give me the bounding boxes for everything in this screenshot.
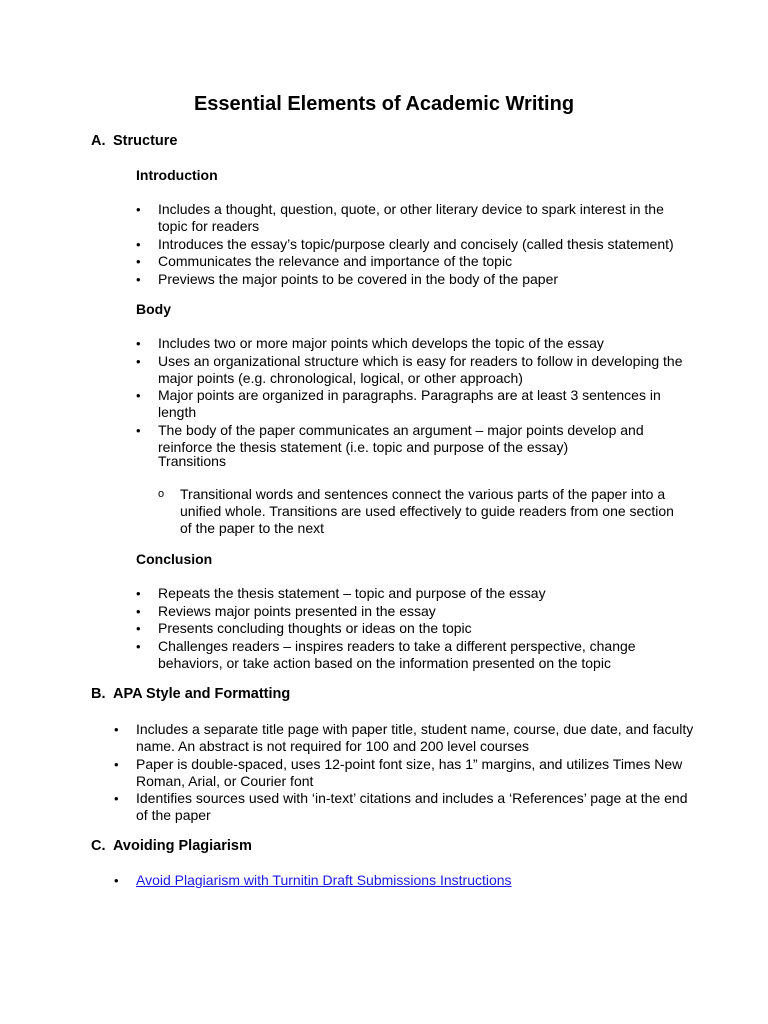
list-item: • Introduces the essay’s topic/purpose clearly and concisely (called thesis statement) — [136, 235, 674, 252]
list-item: • Identifies sources used with ‘in-text’ citations and includes a ‘References’ page at the end of the paper — [114, 790, 688, 823]
introduction-list — [136, 201, 696, 288]
list-item: • Major points are organized in paragraphs. Paragraphs are at least 3 sentences in length — [136, 387, 661, 420]
list-item: • Includes a thought, question, quote, or other literary device to spark interest in the topic for readers — [136, 201, 664, 234]
list-item: • The body of the paper communicates an argument – major points develop and reinforce the thesis statement (i.e. topic and purpose of the essay) — [136, 421, 644, 455]
apa-list — [114, 721, 694, 825]
section-a-letter: A. — [91, 133, 106, 149]
section-c-title: Avoiding Plagiarism — [113, 838, 252, 854]
bullet-icon: • — [114, 722, 119, 737]
bullet-icon: • — [136, 621, 141, 636]
section-b-title: APA Style and Formatting — [113, 686, 291, 702]
body-list — [136, 335, 696, 456]
sub-bullet-icon: o — [158, 488, 165, 500]
bullet-icon: • — [136, 638, 141, 654]
list-item: • Previews the major points to be covered in the body of the paper — [136, 270, 559, 287]
body-heading: Body — [136, 301, 171, 317]
section-c-letter: C. — [91, 838, 106, 854]
bullet-icon: • — [114, 873, 119, 888]
bullet-icon: • — [136, 353, 141, 369]
bullet-icon: • — [114, 791, 119, 806]
bullet-icon: • — [136, 236, 141, 252]
transitions-heading: Transitions — [158, 453, 226, 469]
bullet-icon: • — [136, 603, 141, 619]
bullet-icon: • — [136, 422, 141, 438]
conclusion-heading: Conclusion — [136, 551, 213, 567]
list-item: o Transitional words and sentences connect the various parts of the paper into a unified whole. Transitions are used effectively to guide readers from one section of the paper to the next — [158, 486, 674, 536]
page-title: Essential Elements of Academic Writing — [193, 93, 575, 115]
bullet-icon: • — [136, 254, 141, 269]
transitions-list — [158, 486, 678, 538]
list-item: • Challenges readers – inspires readers to take a different perspective, change behaviors, or take action based on the information presented on the topic — [136, 637, 636, 671]
introduction-heading: Introduction — [136, 167, 218, 183]
list-item: • Repeats the thesis statement – topic and purpose of the essay — [136, 585, 546, 601]
list-item: • Presents concluding thoughts or ideas on the topic — [136, 620, 472, 636]
list-item: • Communicates the relevance and importance of the topic — [136, 253, 513, 269]
section-a-heading — [91, 133, 177, 150]
section-b-letter: B. — [91, 686, 106, 702]
section-a-title: Structure — [113, 133, 178, 149]
bullet-icon: • — [136, 202, 141, 217]
section-c-heading — [91, 838, 252, 855]
section-b-heading — [91, 686, 290, 703]
list-item: • Uses an organizational structure which is easy for readers to follow in developing the major points (e.g. chronological, logical, or other approach) — [136, 352, 683, 386]
list-item: • Reviews major points presented in the essay — [136, 602, 436, 619]
list-item: • Includes two or more major points which develops the topic of the essay — [136, 335, 604, 351]
bullet-icon: • — [136, 336, 141, 351]
turnitin-instructions-link[interactable]: Avoid Plagiarism with Turnitin Draft Submissions Instructions — [136, 872, 512, 888]
bullet-icon: • — [114, 756, 119, 772]
conclusion-list — [136, 585, 696, 672]
list-item: • Paper is double-spaced, uses 12-point font size, has 1” margins, and utilizes Times New Roman, Arial, or Courier font — [114, 755, 683, 789]
list-item — [114, 872, 694, 889]
bullet-icon: • — [136, 271, 141, 287]
bullet-icon: • — [136, 388, 141, 403]
plagiarism-list — [114, 872, 694, 890]
bullet-icon: • — [136, 586, 141, 601]
list-item: • Includes a separate title page with paper title, student name, course, due date, and faculty name. An abstract is not required for 100 and 200 level courses — [114, 721, 694, 754]
